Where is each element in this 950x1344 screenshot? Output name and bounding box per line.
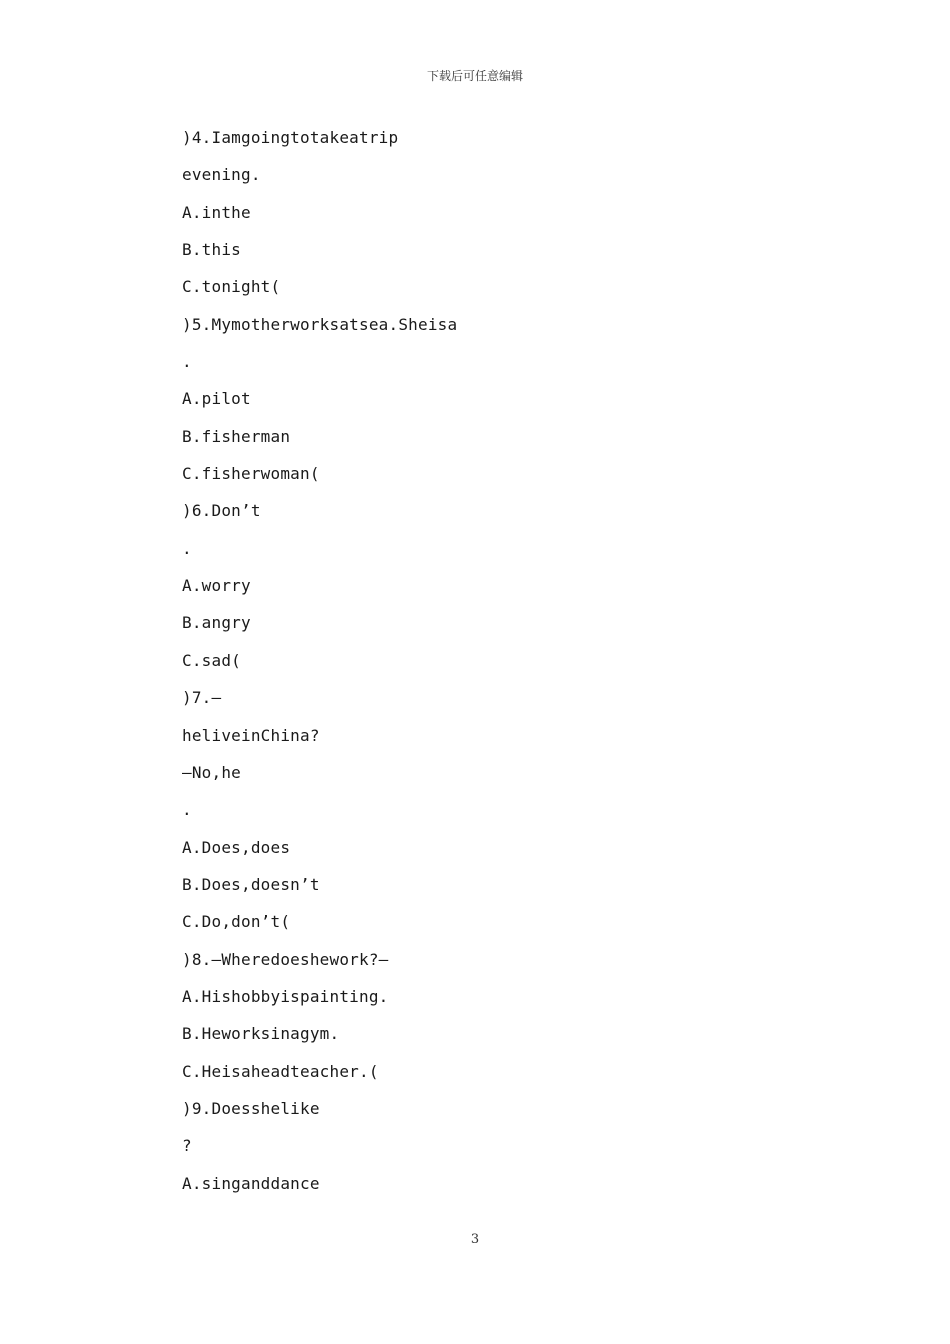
question-7-stem-cont: heliveinChina? — [182, 725, 320, 745]
question-4-stem: )4.Iamgoingtotakeatrip — [182, 128, 399, 147]
question-4-option-c: C.tonight( — [182, 277, 281, 297]
question-5-stem-cont: . — [182, 352, 192, 372]
question-4-option-a: A.inthe — [182, 202, 251, 222]
question-4-option-b: B.this — [182, 240, 241, 260]
question-6-stem: )6.Don’t — [182, 501, 261, 521]
question-5-option-c: C.fisherwoman( — [182, 464, 320, 484]
question-6-option-c: C.sad( — [182, 650, 241, 670]
question-7-option-c: C.Do,don’t( — [182, 912, 291, 932]
document-body — [182, 126, 822, 1209]
question-8-option-b: B.Heworksinagym. — [182, 1024, 340, 1044]
question-7-answer: —No,he — [182, 762, 241, 782]
question-7-option-a: A.Does,does — [182, 837, 291, 857]
question-5-stem: )5.Mymotherworksatsea.Sheisa — [182, 314, 458, 334]
question-8-option-c: C.Heisaheadteacher.( — [182, 1061, 379, 1081]
question-8-option-a: A.Hishobbyispainting. — [182, 986, 389, 1006]
question-5-option-b: B.fisherman — [182, 426, 291, 446]
question-9-option-a: A.singanddance — [182, 1173, 320, 1193]
page-number: 3 — [470, 1232, 480, 1247]
question-9-stem-cont: ? — [182, 1136, 192, 1156]
question-7-stem: )7.— — [182, 688, 222, 708]
question-6-stem-cont: . — [182, 538, 192, 558]
question-7-answer-cont: . — [182, 800, 192, 820]
page-header: 下载后可任意编辑 — [426, 69, 523, 83]
question-9-stem: )9.Doesshelike — [182, 1098, 320, 1118]
question-6-option-a: A.worry — [182, 576, 251, 596]
question-7-option-b: B.Does,doesn’t — [182, 874, 320, 894]
question-4-stem-cont: evening. — [182, 165, 261, 185]
question-8-stem: )8.—Wheredoeshework?— — [182, 949, 389, 969]
question-6-option-b: B.angry — [182, 613, 251, 633]
question-5-option-a: A.pilot — [182, 389, 251, 409]
